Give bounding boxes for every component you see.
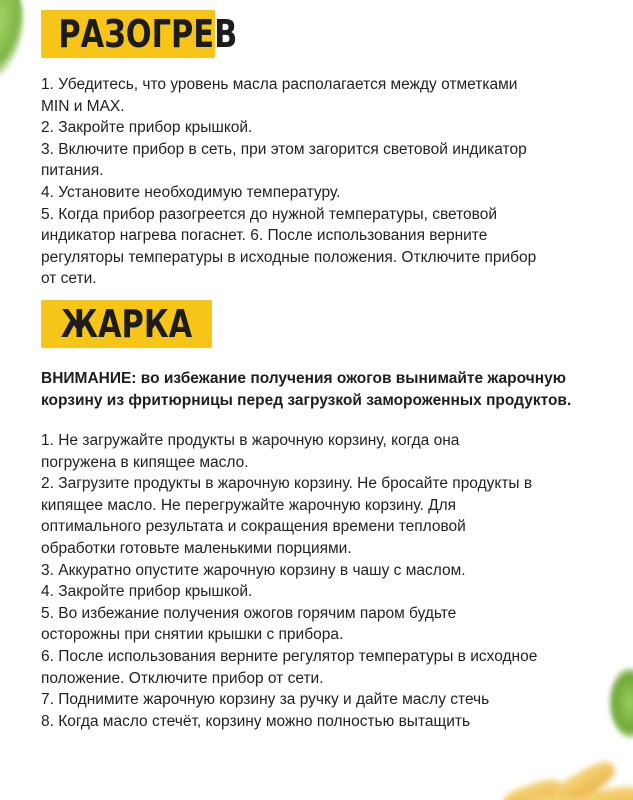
frying-line: 8. Когда масло стечёт, корзину можно полностью вытащить [41,712,471,730]
heating-line: регуляторы температуры в исходные положения. Отключите прибор [41,248,537,266]
heating-section-badge [41,10,238,58]
heating-section-title: РАЗОГРЕВ [58,12,238,56]
frying-instructions [41,430,601,732]
frying-line: положение. Отключите прибор от сети. [41,669,324,687]
frying-line: осторожны при снятии крышки с прибора. [41,626,344,644]
heating-line: от сети. [41,270,97,288]
heating-line: 5. Когда прибор разогреется до нужной температуры, световой [41,205,498,223]
frying-line: 5. Во избежание получения ожогов горячим паром будьте [41,604,457,622]
frying-section-badge [41,300,212,348]
leaf-decoration-top-left [0,0,31,82]
warning-line: ВНИМАНИЕ: во избежание получения ожогов вынимайте жарочную [41,370,566,387]
frying-line: оптимального результата и сокращения времени тепловой [41,518,466,536]
frying-line: обработки готовьте маленькими порциями. [41,539,352,557]
heating-line: 1. Убедитесь, что уровень масла располагается между отметками [41,76,518,93]
heating-line: MIN и MAX. [41,97,125,115]
leaf-decoration-bottom-right [609,668,633,738]
frying-line: кипящее масло. Не перегружайте жарочную корзину. Для [41,496,457,514]
frying-line: 2. Загрузите продукты в жарочную корзину. Не бросайте продукты в [41,475,533,493]
frying-line: 1. Не загружайте продукты в жарочную корзину, когда она [41,432,460,449]
heating-line: 2. Закройте прибор крышкой. [41,119,253,137]
frying-warning [41,368,601,411]
frying-line: 4. Закройте прибор крышкой. [41,583,253,601]
heating-line: 4. Установите необходимую температуру. [41,183,341,201]
heating-line: питания. [41,162,104,180]
heating-line: 3. Включите прибор в сеть, при этом загорится световой индикатор [41,140,527,158]
frying-section-title: ЖАРКА [60,302,193,346]
frying-line: 7. Поднимите жарочную корзину за ручку и дайте маслу стечь [41,691,490,709]
heating-line: индикатор нагрева погаснет. 6. После использования верните [41,227,488,245]
frying-line: 6. После использования верните регулятор температуры в исходное [41,647,538,665]
frying-line: 3. Аккуратно опустите жарочную корзину в чашу с маслом. [41,561,466,579]
heating-instructions [41,74,601,290]
fries-decoration [493,754,633,800]
frying-line: погружена в кипящее масло. [41,453,249,471]
warning-line: корзину из фритюрницы перед загрузкой замороженных продуктов. [41,391,572,409]
